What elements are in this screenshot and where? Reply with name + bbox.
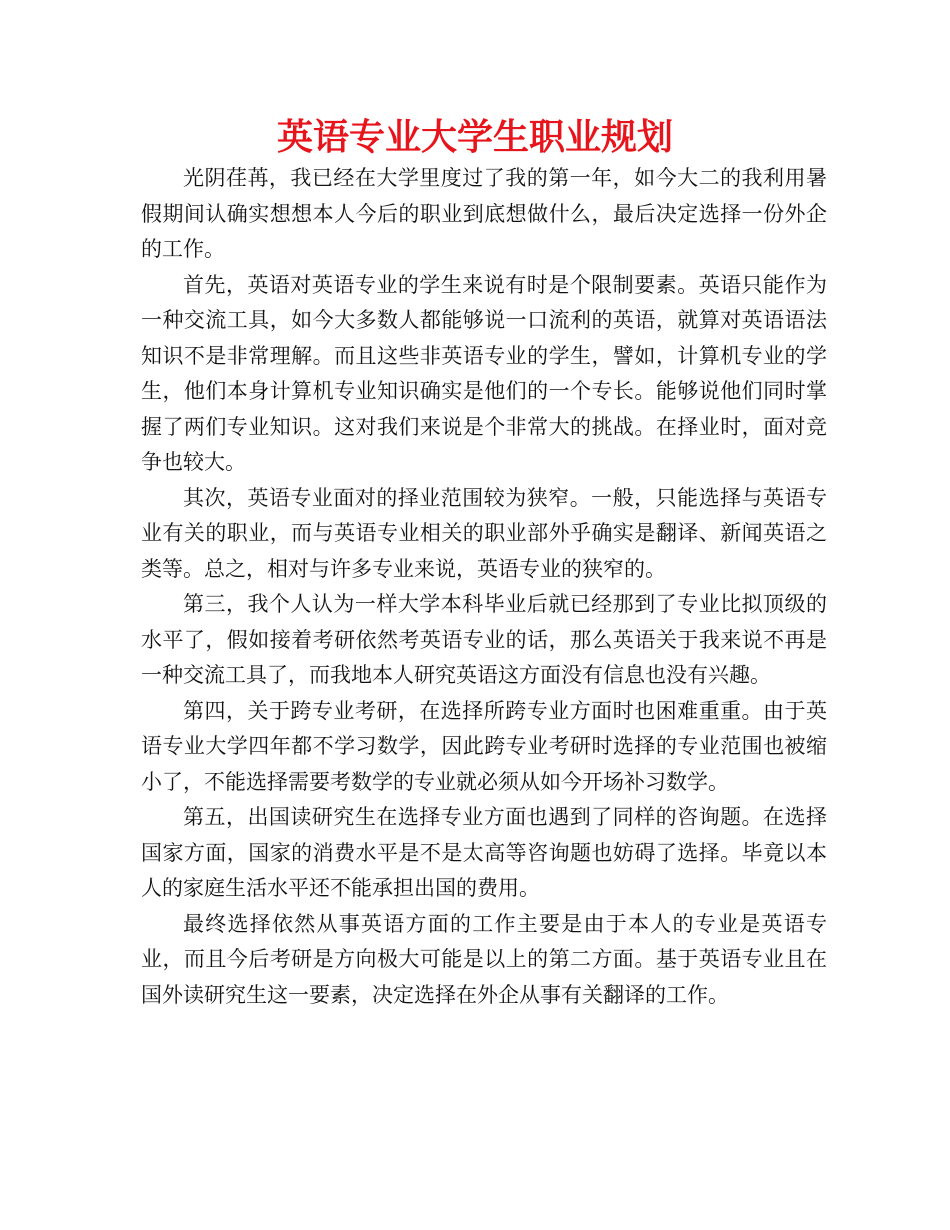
paragraph-first-reason: 首先，英语对英语专业的学生来说有时是个限制要素。英语只能作为一种交流工具，如今大多数人都能够说一口流利的英语，就算对英语语法知识不是非常理解。而且这些非英语专业的学生，譬如，计算机专业的学生，他们本身计算机专业知识确实是他们的一个专长。能够说他们同时掌握了两们专业知识。这对我们来说是个非常大的挑战。在择业时，面对竞争也较大。 — [141, 272, 827, 474]
paragraph-fifth-reason: 第五，出国读研究生在选择专业方面也遇到了同样的咨询题。在选择国家方面，国家的消费水平是不是太高等咨询题也妨碍了选择。毕竟以本人的家庭生活水平还不能承担出国的费用。 — [141, 805, 827, 900]
paragraph-conclusion: 最终选择依然从事英语方面的工作主要是由于本人的专业是英语专业，而且今后考研是方向极大可能是以上的第二方面。基于英语专业且在国外读研究生这一要素，决定选择在外企从事有关翻译的工作。 — [141, 911, 827, 1007]
paragraph-fourth-reason: 第四，关于跨专业考研，在选择所跨专业方面时也困难重重。由于英语专业大学四年都不学习数学，因此跨专业考研时选择的专业范围也被缩小了，不能选择需要考数学的专业就必须从如今开场补习数学。 — [141, 698, 827, 794]
document-title: 英语专业大学生职业规划 — [276, 117, 673, 158]
document-body — [141, 161, 827, 1013]
paragraph-third-reason: 第三，我个人认为一样大学本科毕业后就已经那到了专业比拟顶级的水平了，假如接着考研依然考英语专业的话，那么英语关于我来说不再是一种交流工具了，而我地本人研究英语这方面没有信息也没有兴趣。 — [141, 592, 827, 687]
paragraph-intro: 光阴荏苒，我已经在大学里度过了我的第一年，如今大二的我利用暑假期间认确实想想本人今后的职业到底想做什么，最后决定选择一份外企的工作。 — [141, 166, 827, 261]
paragraph-second-reason: 其次，英语专业面对的择业范围较为狭窄。一般，只能选择与英语专业有关的职业，而与英语专业相关的职业部外乎确实是翻译、新闻英语之类等。总之，相对与许多专业来说，英语专业的狭窄的。 — [141, 485, 827, 581]
